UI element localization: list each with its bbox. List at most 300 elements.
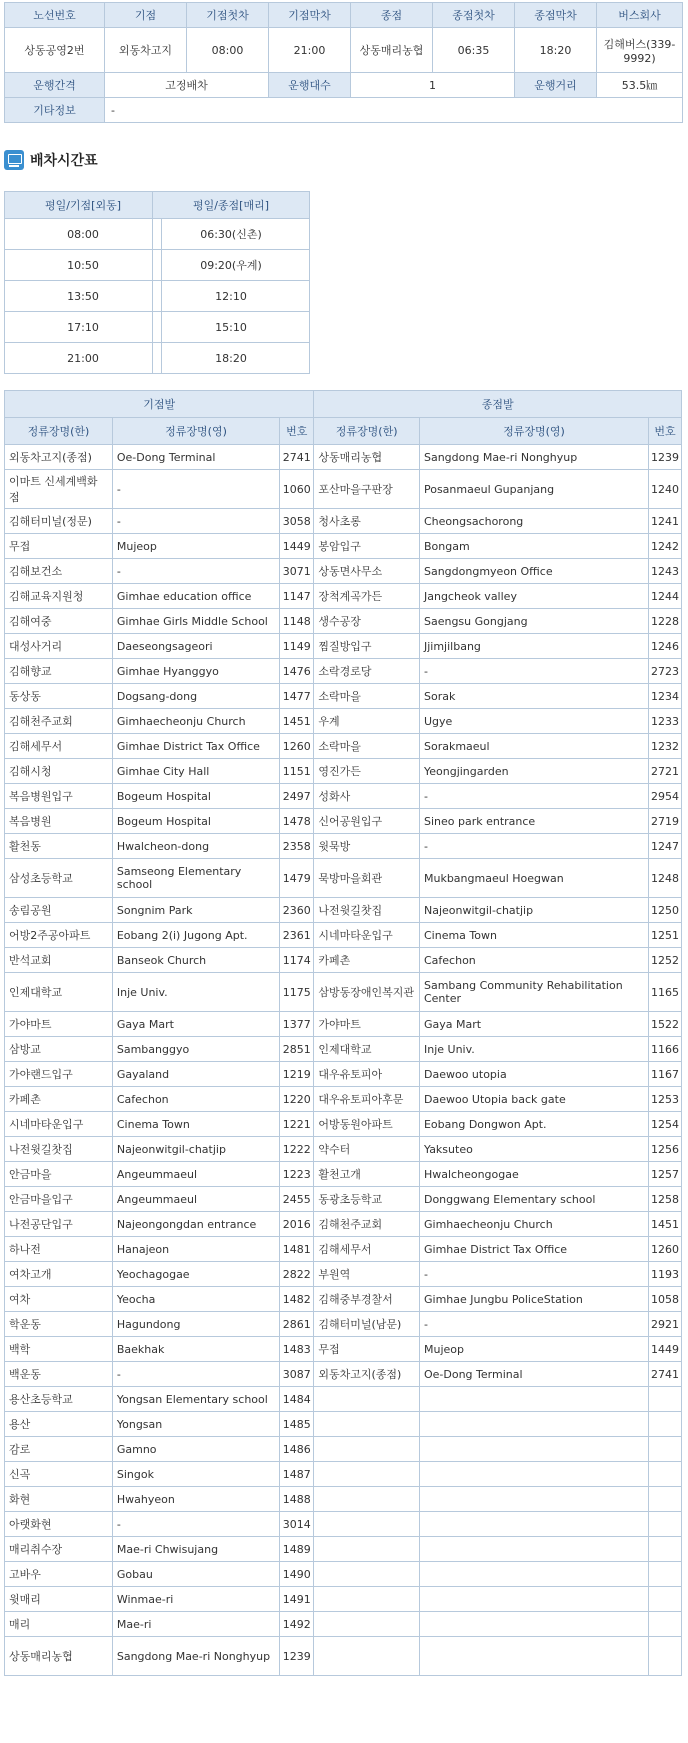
end-stop-number: [648, 1512, 681, 1537]
start-stop-name-kr: 가야마트: [5, 1012, 113, 1037]
start-stop-name-kr: 용산: [5, 1412, 113, 1437]
start-stop-number: 1175: [280, 973, 314, 1012]
stop-row: [5, 1162, 682, 1187]
end-stop-number: 2921: [648, 1312, 681, 1337]
route-info-value-row: [5, 28, 683, 73]
timetable-row: [153, 312, 310, 343]
start-stop-name-kr: 복음병원입구: [5, 784, 113, 809]
stops-column-header-row: [5, 418, 682, 445]
end-stop-name-kr: 장척계곡가든: [314, 584, 420, 609]
start-stop-name-en: Hagundong: [112, 1312, 279, 1337]
end-stop-name-kr: 찜질방입구: [314, 634, 420, 659]
end-stop-name-kr: [314, 1637, 420, 1676]
start-stop-name-kr: 김해여중: [5, 609, 113, 634]
end-stop-number: 1239: [648, 445, 681, 470]
end-stop-name-kr: 나전윗길찻집: [314, 898, 420, 923]
stop-row: [5, 809, 682, 834]
start-stop-name-kr: 화현: [5, 1487, 113, 1512]
start-stop-name-kr: 카페촌: [5, 1087, 113, 1112]
start-stop-number: 1484: [280, 1387, 314, 1412]
end-stop-name-kr: 시네마타운입구: [314, 923, 420, 948]
header-route-number: 노선번호: [5, 3, 105, 28]
stop-row: [5, 1362, 682, 1387]
start-stop-name-en: Mujeop: [112, 534, 279, 559]
start-stop-name-en: Gamno: [112, 1437, 279, 1462]
start-stop-name-kr: 이마트 신세계백화점: [5, 470, 113, 509]
stop-row: [5, 1512, 682, 1537]
end-stop-name-kr: 우계: [314, 709, 420, 734]
end-stop-number: [648, 1412, 681, 1437]
stops-group-header-row: [5, 391, 682, 418]
distance-value: 53.5㎞: [597, 73, 683, 98]
end-stop-name-en: Sorak: [419, 684, 648, 709]
start-stop-name-kr: 상동매리농협: [5, 1637, 113, 1676]
col-start-kr: 정류장명(한): [5, 418, 113, 445]
start-stop-name-en: Najeonwitgil-chatjip: [112, 1137, 279, 1162]
stop-row: [5, 1037, 682, 1062]
end-departure-time: 15:10: [153, 312, 310, 343]
end-stop-name-en: -: [419, 659, 648, 684]
start-stop-name-en: Angeummaeul: [112, 1187, 279, 1212]
end-departure-time: 09:20(우계): [153, 250, 310, 281]
end-stop-name-kr: [314, 1537, 420, 1562]
end-stop-name-en: Gimhae Jungbu PoliceStation: [419, 1287, 648, 1312]
end-stop-name-kr: 삼방동장애인복지관: [314, 973, 420, 1012]
stop-row: [5, 534, 682, 559]
start-stop-name-en: Bogeum Hospital: [112, 809, 279, 834]
header-end-first: 종점첫차: [433, 3, 515, 28]
start-stop-name-kr: 외동차고지(종점): [5, 445, 113, 470]
start-stop-number: 1221: [280, 1112, 314, 1137]
end-stop-name-kr: 성화사: [314, 784, 420, 809]
end-group-header: 종점발: [314, 391, 682, 418]
route-info-header-row: [5, 3, 683, 28]
end-stop-name-kr: 대우유토피아: [314, 1062, 420, 1087]
end-stop-number: 2741: [648, 1362, 681, 1387]
end-stop-number: 1257: [648, 1162, 681, 1187]
end-stop-name-kr: 가야마트: [314, 1012, 420, 1037]
start-stop-number: 1490: [280, 1562, 314, 1587]
stop-row: [5, 559, 682, 584]
start-stop-name-en: Gimhae City Hall: [112, 759, 279, 784]
end-stop-name-kr: 상동면사무소: [314, 559, 420, 584]
end-stop-name-en: Daewoo Utopia back gate: [419, 1087, 648, 1112]
start-stop-name-kr: 여차: [5, 1287, 113, 1312]
end-stop-number: 2719: [648, 809, 681, 834]
col-end-kr: 정류장명(한): [314, 418, 420, 445]
end-stop-name-en: [419, 1587, 648, 1612]
end-stop-name-kr: [314, 1562, 420, 1587]
stop-row: [5, 1237, 682, 1262]
stop-row: [5, 1062, 682, 1087]
end-stop-name-en: Jangcheok valley: [419, 584, 648, 609]
end-stop-number: 2954: [648, 784, 681, 809]
count-label: 운행대수: [269, 73, 351, 98]
timetable-row: [5, 312, 162, 343]
end-stop-name-en: Yaksuteo: [419, 1137, 648, 1162]
start-stop-name-kr: 대성사거리: [5, 634, 113, 659]
end-stop-name-en: Eobang Dongwon Apt.: [419, 1112, 648, 1137]
end-stop-name-kr: 소락경로당: [314, 659, 420, 684]
timetable-row: [5, 219, 162, 250]
start-departure-time: 10:50: [5, 250, 162, 281]
header-start-first: 기점첫차: [187, 3, 269, 28]
end-stop-number: [648, 1462, 681, 1487]
start-stop-name-kr: 무접: [5, 534, 113, 559]
start-stop-name-kr: 매리취수장: [5, 1537, 113, 1562]
start-stop-number: 2497: [280, 784, 314, 809]
end-stop-number: 1244: [648, 584, 681, 609]
start-stop-name-kr: 삼성초등학교: [5, 859, 113, 898]
start-stop-number: 3087: [280, 1362, 314, 1387]
start-stop-number: 1148: [280, 609, 314, 634]
stop-row: [5, 445, 682, 470]
stop-row: [5, 923, 682, 948]
start-stop-number: 1485: [280, 1412, 314, 1437]
bus-icon: [4, 150, 24, 170]
start-stop-name-kr: 김해천주교회: [5, 709, 113, 734]
start-stop-name-en: Gayaland: [112, 1062, 279, 1087]
end-stop-number: 1260: [648, 1237, 681, 1262]
end-stop-number: 1250: [648, 898, 681, 923]
etc-label: 기타정보: [5, 98, 105, 123]
header-start-point: 기점: [105, 3, 187, 28]
header-start-last: 기점막차: [269, 3, 351, 28]
end-stop-number: [648, 1637, 681, 1676]
start-stop-name-en: Yongsan Elementary school: [112, 1387, 279, 1412]
end-stop-name-en: Daewoo utopia: [419, 1062, 648, 1087]
start-stop-number: 1220: [280, 1087, 314, 1112]
start-stop-number: 1060: [280, 470, 314, 509]
start-stop-number: 1223: [280, 1162, 314, 1187]
timetable-row: [153, 343, 310, 374]
start-departure-time: 08:00: [5, 219, 162, 250]
timetable-row: [5, 250, 162, 281]
start-stop-number: 1479: [280, 859, 314, 898]
end-stop-name-kr: 약수터: [314, 1137, 420, 1162]
start-stop-name-kr: 안금마을: [5, 1162, 113, 1187]
start-departure-time: 17:10: [5, 312, 162, 343]
start-stop-number: 1222: [280, 1137, 314, 1162]
start-departure-time: 13:50: [5, 281, 162, 312]
timetable-row: [153, 219, 310, 250]
start-stop-number: 1219: [280, 1062, 314, 1087]
start-stop-name-kr: 고바우: [5, 1562, 113, 1587]
start-stop-number: 2361: [280, 923, 314, 948]
start-stop-name-en: Eobang 2(i) Jugong Apt.: [112, 923, 279, 948]
start-stop-name-en: Cafechon: [112, 1087, 279, 1112]
start-stop-number: 2455: [280, 1187, 314, 1212]
stop-row: [5, 1612, 682, 1637]
end-stop-name-en: -: [419, 834, 648, 859]
end-stop-number: 1451: [648, 1212, 681, 1237]
end-stop-number: 1251: [648, 923, 681, 948]
timetable-section-title: [4, 147, 98, 173]
start-stop-number: 1483: [280, 1337, 314, 1362]
start-stop-name-kr: 여차고개: [5, 1262, 113, 1287]
end-stop-name-en: [419, 1437, 648, 1462]
start-stop-name-kr: 어방2주공아파트: [5, 923, 113, 948]
start-stop-name-kr: 김해터미널(정문): [5, 509, 113, 534]
stop-row: [5, 659, 682, 684]
end-stop-number: [648, 1562, 681, 1587]
end-stop-name-en: Gimhaecheonju Church: [419, 1212, 648, 1237]
end-stop-name-kr: [314, 1387, 420, 1412]
end-stop-number: 1522: [648, 1012, 681, 1037]
start-stop-number: 3058: [280, 509, 314, 534]
end-stop-name-kr: 포산마을구판장: [314, 470, 420, 509]
stop-row: [5, 1287, 682, 1312]
end-stop-name-en: [419, 1537, 648, 1562]
end-stop-name-en: [419, 1637, 648, 1676]
interval-value: 고정배차: [105, 73, 269, 98]
end-stop-number: 1449: [648, 1337, 681, 1362]
start-stop-name-kr: 인제대학교: [5, 973, 113, 1012]
start-stop-number: 1482: [280, 1287, 314, 1312]
end-stop-number: 1240: [648, 470, 681, 509]
start-stop-number: 1377: [280, 1012, 314, 1037]
end-stop-name-kr: 무접: [314, 1337, 420, 1362]
start-stop-name-en: -: [112, 1362, 279, 1387]
end-timetable-header: 평일/종점[매리]: [153, 192, 310, 219]
start-stop-name-en: Mae-ri: [112, 1612, 279, 1637]
end-stop-number: 1058: [648, 1287, 681, 1312]
end-stop-number: 1248: [648, 859, 681, 898]
end-stop-name-en: Yeongjingarden: [419, 759, 648, 784]
col-end-no: 번호: [648, 418, 681, 445]
end-first-bus: 06:35: [433, 28, 515, 73]
start-stop-name-kr: 감로: [5, 1437, 113, 1462]
end-stop-name-kr: 활천고개: [314, 1162, 420, 1187]
end-stop-name-kr: [314, 1612, 420, 1637]
start-stop-name-en: Oe-Dong Terminal: [112, 445, 279, 470]
end-stop-name-en: Cinema Town: [419, 923, 648, 948]
end-stop-name-en: Hwalcheongogae: [419, 1162, 648, 1187]
stop-row: [5, 1487, 682, 1512]
stops-table: [4, 390, 682, 1676]
start-last-bus: 21:00: [269, 28, 351, 73]
end-stop-name-en: Jjimjilbang: [419, 634, 648, 659]
end-stop-name-kr: 카페촌: [314, 948, 420, 973]
end-stop-number: [648, 1437, 681, 1462]
start-stop-number: 1239: [280, 1637, 314, 1676]
start-timetable-header: 평일/기점[외동]: [5, 192, 162, 219]
start-stop-name-kr: 김해향교: [5, 659, 113, 684]
start-stop-name-kr: 윗매리: [5, 1587, 113, 1612]
end-stop-name-en: [419, 1412, 648, 1437]
distance-label: 운행거리: [515, 73, 597, 98]
end-stop-name-kr: 신어공원입구: [314, 809, 420, 834]
end-stop-name-en: [419, 1462, 648, 1487]
start-stop-number: 1488: [280, 1487, 314, 1512]
end-stop-number: [648, 1487, 681, 1512]
end-stop-number: 1254: [648, 1112, 681, 1137]
end-stop-number: 1256: [648, 1137, 681, 1162]
stop-row: [5, 1112, 682, 1137]
start-stop-name-en: Gimhae education office: [112, 584, 279, 609]
end-stop-number: 1241: [648, 509, 681, 534]
start-stop-name-en: Inje Univ.: [112, 973, 279, 1012]
end-stop-number: 1193: [648, 1262, 681, 1287]
start-stop-number: 1478: [280, 809, 314, 834]
start-stop-number: 1487: [280, 1462, 314, 1487]
end-stop-number: 1234: [648, 684, 681, 709]
start-stop-name-kr: 활천동: [5, 834, 113, 859]
end-stop-name-en: Mujeop: [419, 1337, 648, 1362]
stop-row: [5, 584, 682, 609]
end-stop-name-kr: 김해세무서: [314, 1237, 420, 1262]
start-stop-name-kr: 송림공원: [5, 898, 113, 923]
stop-row: [5, 948, 682, 973]
route-etc-row: [5, 98, 683, 123]
end-stop-name-kr: [314, 1512, 420, 1537]
start-stop-name-kr: 시네마타운입구: [5, 1112, 113, 1137]
start-stop-name-en: Hanajeon: [112, 1237, 279, 1262]
stop-row: [5, 1187, 682, 1212]
route-number: 상동공영2번: [5, 28, 105, 73]
start-stop-number: 2822: [280, 1262, 314, 1287]
end-stop-number: 1253: [648, 1087, 681, 1112]
end-timetable: [152, 191, 310, 374]
end-stop-name-kr: 김해중부경찰서: [314, 1287, 420, 1312]
start-stop-name-kr: 반석교회: [5, 948, 113, 973]
start-stop-name-kr: 동상동: [5, 684, 113, 709]
end-stop-name-en: [419, 1612, 648, 1637]
stop-row: [5, 759, 682, 784]
start-stop-name-en: Gimhaecheonju Church: [112, 709, 279, 734]
end-stop-name-kr: 봉암입구: [314, 534, 420, 559]
stop-row: [5, 1587, 682, 1612]
start-stop-number: 2851: [280, 1037, 314, 1062]
start-stop-name-kr: 나전윗길찻집: [5, 1137, 113, 1162]
end-stop-name-kr: [314, 1587, 420, 1612]
start-stop-number: 2741: [280, 445, 314, 470]
start-stop-number: 1174: [280, 948, 314, 973]
col-start-en: 정류장명(영): [112, 418, 279, 445]
start-stop-name-en: Gaya Mart: [112, 1012, 279, 1037]
end-stop-name-en: Sangdong Mae-ri Nonghyup: [419, 445, 648, 470]
end-stop-number: 1232: [648, 734, 681, 759]
end-stop-name-en: Sangdongmyeon Office: [419, 559, 648, 584]
end-stop-name-en: Sorakmaeul: [419, 734, 648, 759]
start-stop-name-kr: 하나전: [5, 1237, 113, 1262]
start-stop-name-kr: 가야랜드입구: [5, 1062, 113, 1087]
stop-row: [5, 1562, 682, 1587]
stop-row: [5, 1087, 682, 1112]
end-stop-name-en: Cafechon: [419, 948, 648, 973]
col-start-no: 번호: [280, 418, 314, 445]
end-stop-name-en: [419, 1387, 648, 1412]
start-timetable: [4, 191, 162, 374]
stop-row: [5, 470, 682, 509]
start-stop-name-kr: 김해교육지원청: [5, 584, 113, 609]
col-end-en: 정류장명(영): [419, 418, 648, 445]
start-stop-number: 1489: [280, 1537, 314, 1562]
start-stop-number: 1477: [280, 684, 314, 709]
start-stop-number: 3014: [280, 1512, 314, 1537]
etc-value: -: [105, 98, 683, 123]
start-stop-name-kr: 김해보건소: [5, 559, 113, 584]
end-stop-name-kr: 윗묵방: [314, 834, 420, 859]
start-stop-name-en: Gobau: [112, 1562, 279, 1587]
header-end-point: 종점: [351, 3, 433, 28]
interval-label: 운행간격: [5, 73, 105, 98]
start-stop-name-en: Songnim Park: [112, 898, 279, 923]
end-stop-number: 2723: [648, 659, 681, 684]
stop-row: [5, 509, 682, 534]
start-stop-number: 1492: [280, 1612, 314, 1637]
end-stop-number: 1258: [648, 1187, 681, 1212]
start-stop-name-kr: 김해세무서: [5, 734, 113, 759]
stop-row: [5, 1312, 682, 1337]
end-stop-number: [648, 1537, 681, 1562]
end-stop-number: [648, 1587, 681, 1612]
stop-row: [5, 1137, 682, 1162]
start-stop-name-en: Yongsan: [112, 1412, 279, 1437]
start-stop-number: 1449: [280, 534, 314, 559]
start-stop-name-en: Yeocha: [112, 1287, 279, 1312]
end-stop-name-kr: 동광초등학교: [314, 1187, 420, 1212]
stop-row: [5, 1337, 682, 1362]
end-stop-name-kr: 김해터미널(남문): [314, 1312, 420, 1337]
end-stop-name-kr: 대우유토피아후문: [314, 1087, 420, 1112]
start-stop-name-en: Hwahyeon: [112, 1487, 279, 1512]
end-stop-name-en: -: [419, 1312, 648, 1337]
stop-row: [5, 1462, 682, 1487]
stop-row: [5, 684, 682, 709]
start-stop-name-en: Sangdong Mae-ri Nonghyup: [112, 1637, 279, 1676]
stop-row: [5, 1437, 682, 1462]
start-stop-number: 3071: [280, 559, 314, 584]
start-stop-name-en: Samseong Elementary school: [112, 859, 279, 898]
end-stop-name-kr: 김해천주교회: [314, 1212, 420, 1237]
start-stop-name-en: Gimhae Hyanggyo: [112, 659, 279, 684]
end-stop-number: 1247: [648, 834, 681, 859]
start-stop-name-kr: 나전공단입구: [5, 1212, 113, 1237]
stop-row: [5, 709, 682, 734]
end-stop-name-en: [419, 1512, 648, 1537]
start-stop-name-en: Cinema Town: [112, 1112, 279, 1137]
end-stop-name-kr: 소락마을: [314, 684, 420, 709]
stop-row: [5, 634, 682, 659]
timetable-title: 배차시간표: [30, 153, 98, 169]
route-operation-row: [5, 73, 683, 98]
start-stop-name-kr: 백학: [5, 1337, 113, 1362]
end-stop-name-en: Saengsu Gongjang: [419, 609, 648, 634]
start-stop-number: 2016: [280, 1212, 314, 1237]
start-stop-name-kr: 학운동: [5, 1312, 113, 1337]
timetable-row: [153, 281, 310, 312]
start-stop-name-kr: 백운동: [5, 1362, 113, 1387]
end-stop-number: 1233: [648, 709, 681, 734]
start-stop-name-en: -: [112, 509, 279, 534]
stop-row: [5, 973, 682, 1012]
stop-row: [5, 1412, 682, 1437]
timetable-row: [153, 250, 310, 281]
start-stop-number: 1481: [280, 1237, 314, 1262]
end-stop-name-kr: [314, 1412, 420, 1437]
end-stop-name-kr: 생수공장: [314, 609, 420, 634]
route-info-table: [4, 2, 683, 123]
end-stop-number: 1166: [648, 1037, 681, 1062]
end-stop-name-en: Bongam: [419, 534, 648, 559]
stop-row: [5, 609, 682, 634]
stop-row: [5, 898, 682, 923]
start-stop-number: 2861: [280, 1312, 314, 1337]
header-bus-company: 버스회사: [597, 3, 683, 28]
start-stop-number: 1260: [280, 734, 314, 759]
end-stop-name-kr: [314, 1437, 420, 1462]
